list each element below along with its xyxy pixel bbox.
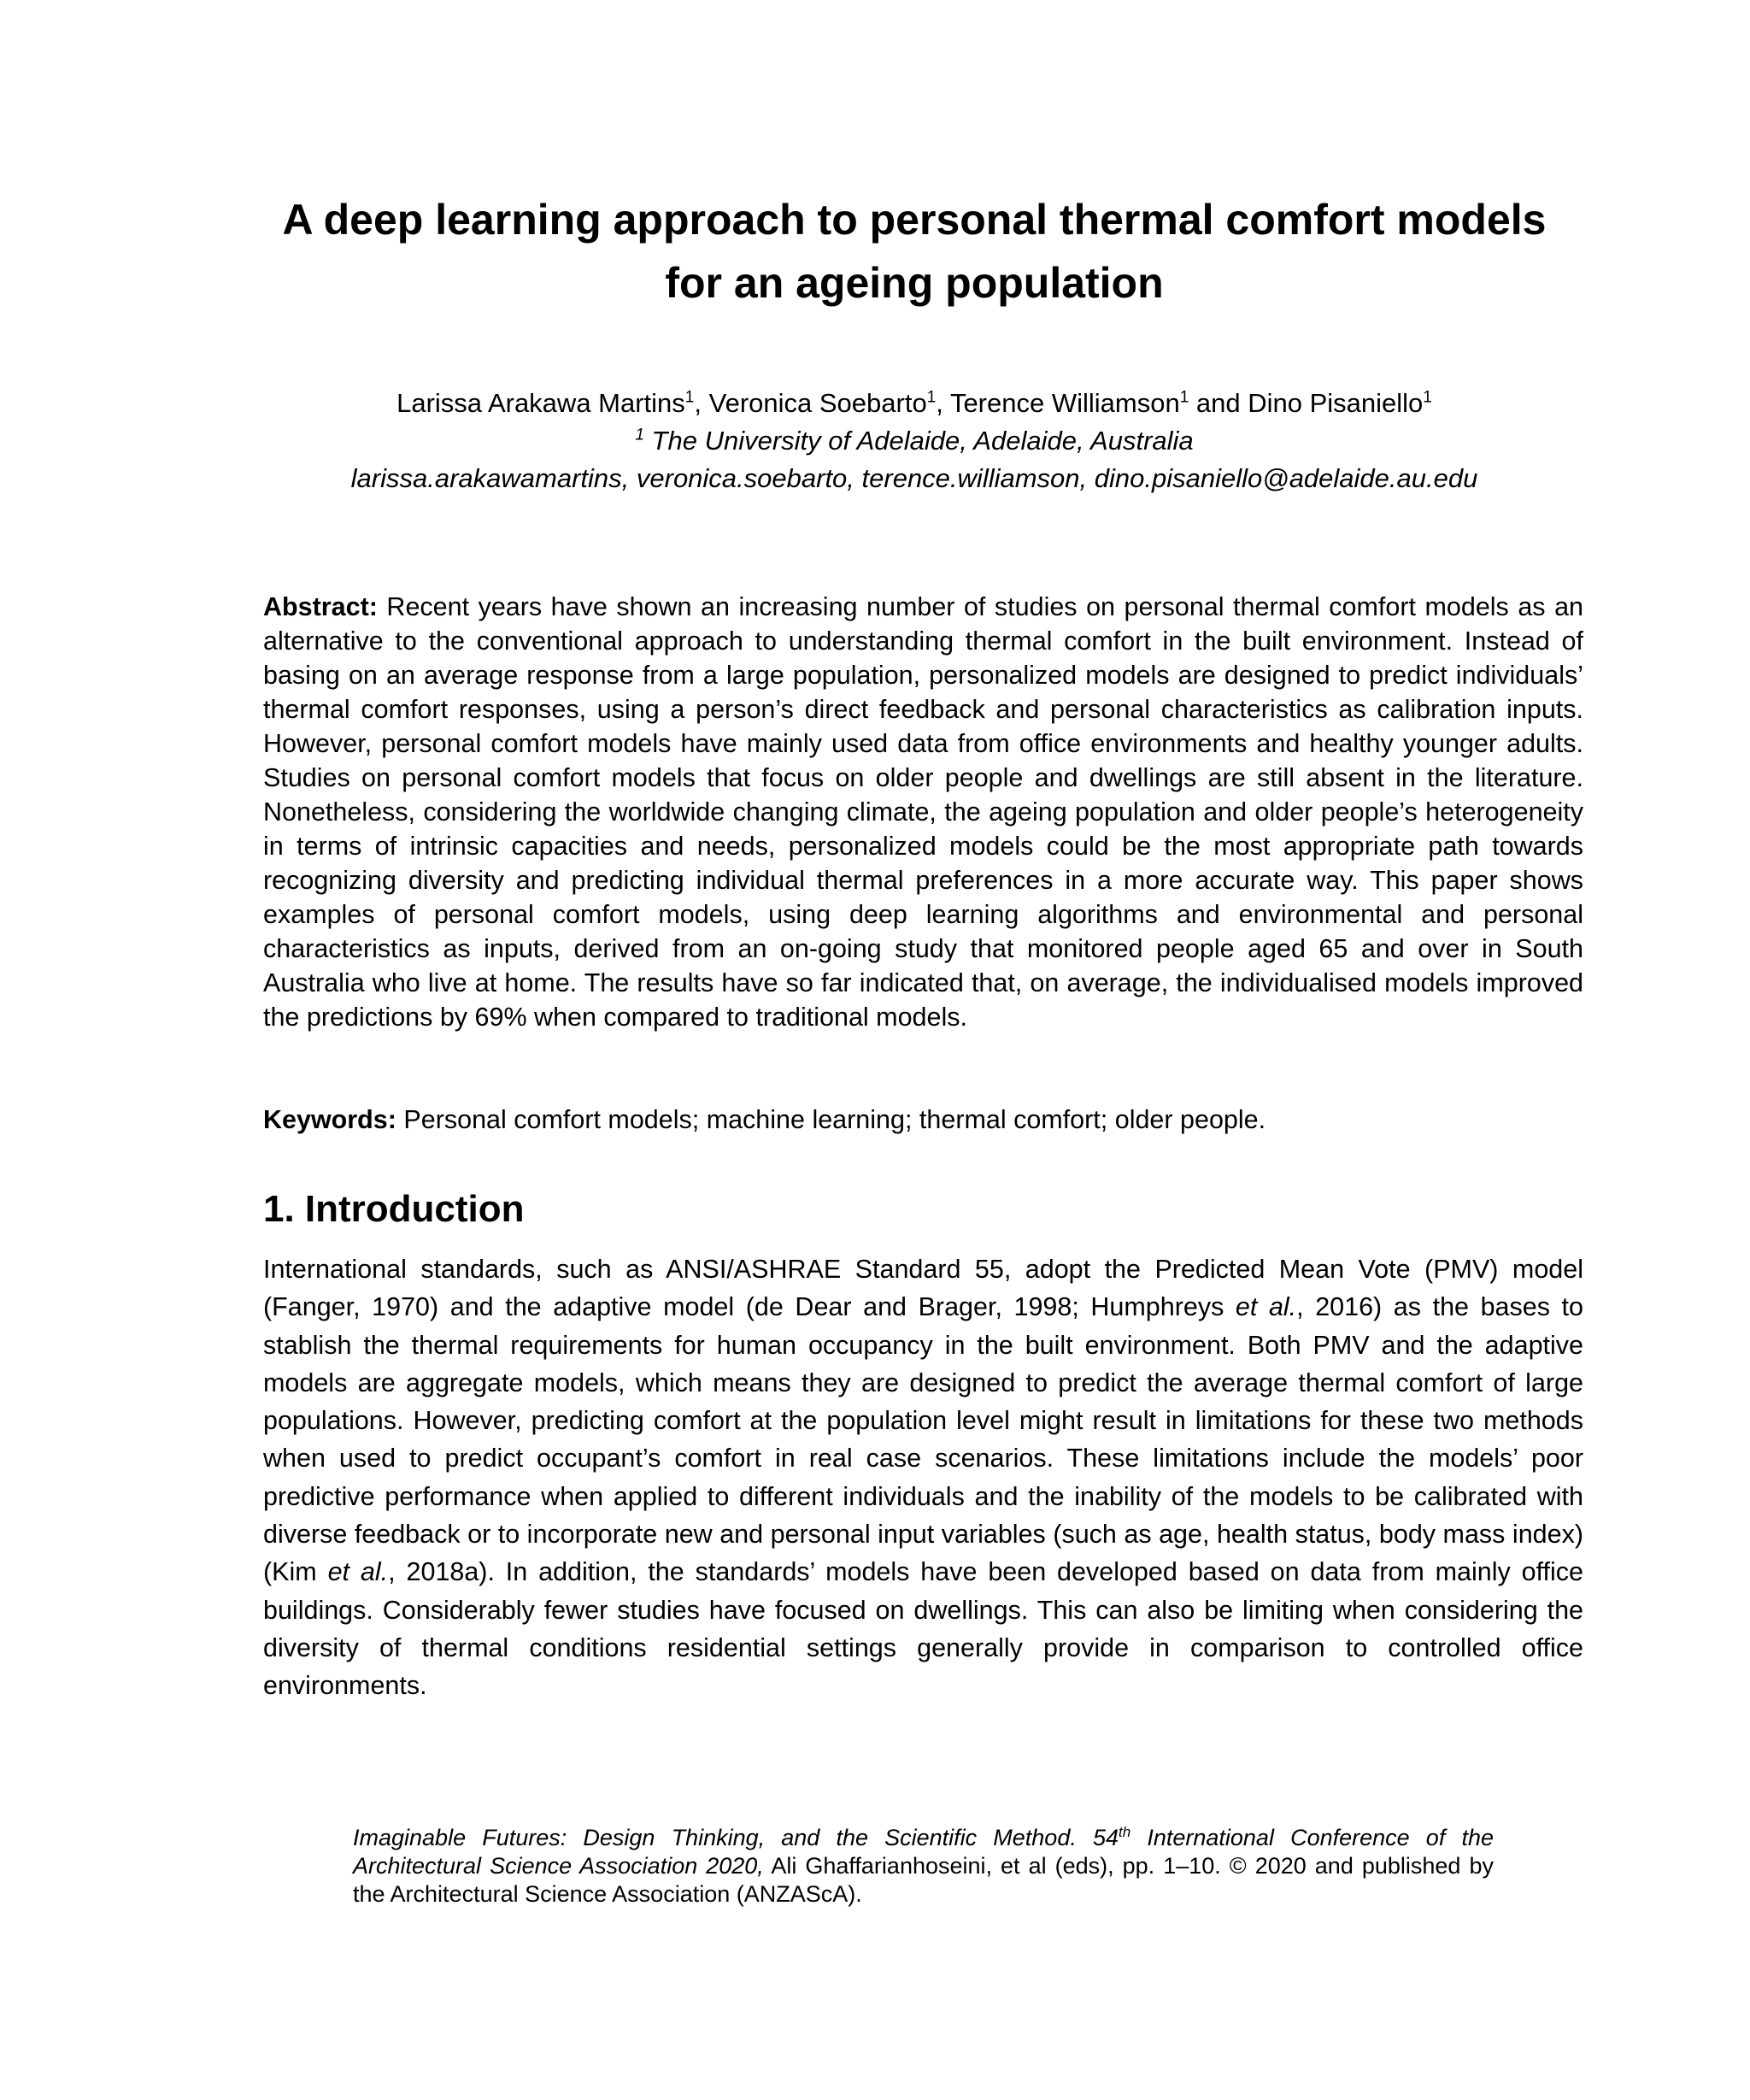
author-superscript: 1 (1423, 388, 1432, 407)
introduction-paragraph (263, 1250, 1583, 1705)
author-name: Larissa Arakawa Martins (396, 388, 685, 418)
author-separator: , (936, 388, 950, 418)
author-names (222, 385, 1606, 422)
abstract-text: Recent years have shown an increasing number of studies on personal thermal comfort models as an alternative to the conventional approach to understanding thermal comfort in the built environment. Instead of basing on an average response from a large population, personalized models are designed to predict individuals’ thermal comfort responses, using a person’s direct feedback and personal characteristics as calibration inputs. However, personal comfort models have mainly used data from office environments and healthy younger adults. Studies on personal comfort models that focus on older people and dwellings are still absent in the literature. Nonetheless, considering the worldwide changing climate, the ageing population and older people’s heterogeneity in terms of intrinsic capacities and needs, personalized models could be the most appropriate path towards recognizing diversity and predicting individual thermal preferences in a more accurate way. This paper shows examples of personal comfort models, using deep learning algorithms and environmental and personal characteristics as inputs, derived from an on-going study that monitored people aged 65 and over in South Australia who live at home. The results have so far indicated that, on average, the individualised models improved the predictions by 69% when compared to traditional models. (263, 592, 1583, 1032)
keywords (263, 1103, 1583, 1137)
affiliation (222, 422, 1606, 460)
intro-text-1: International standards, such as ANSI/ASHRAE Standard 55, adopt the Predicted Mean Vote (PMV) model (Fanger, 1970) and the adaptive model (de Dear and Brager, 1998; Humphreys (263, 1255, 1583, 1322)
affiliation-text: The University of Adelaide, Adelaide, Australia (643, 426, 1194, 456)
abstract-label: Abstract: (263, 592, 378, 621)
section-heading-introduction: 1. Introduction (263, 1188, 525, 1230)
footer-italic-2: International Conference of the Architectural Science Association 2020, (353, 1825, 1494, 1879)
keywords-text: Personal comfort models; machine learning; thermal comfort; older people. (396, 1105, 1266, 1134)
title-line-2: for an ageing population (665, 259, 1164, 307)
author-superscript: 1 (1179, 388, 1189, 407)
title-line-1: A deep learning approach to personal thermal comfort models (282, 196, 1547, 244)
author-superscript: 1 (926, 388, 937, 407)
footer-plain: Ali Ghaffarianhoseini, et al (eds), pp. 1–10. © 2020 and published by the Architectural Science Association (ANZAScA). (353, 1853, 1494, 1907)
author-superscript: 1 (684, 388, 695, 407)
conference-footer (353, 1824, 1494, 1909)
intro-text-3: , 2018a). In addition, the standards’ models have been developed based on data from mainly office buildings. Considerably fewer studies have focused on dwellings. This can also be limiting when considering the diversity of thermal conditions residential settings generally provide in comparison to controlled office environments. (263, 1557, 1583, 1701)
footer-italic-1: Imaginable Futures: Design Thinking, and the Scientific Method. 54 (353, 1825, 1119, 1850)
abstract (263, 590, 1583, 1034)
author-name: Dino Pisaniello (1248, 388, 1424, 418)
author-separator: and (1189, 388, 1248, 418)
author-name: Terence Williamson (949, 388, 1180, 418)
author-block (222, 385, 1606, 497)
footer-superscript: th (1119, 1824, 1131, 1840)
affiliation-superscript: 1 (635, 426, 644, 444)
paper-title (222, 188, 1606, 315)
intro-etal-1: et al. (1235, 1292, 1297, 1322)
intro-text-2: , 2016) as the bases to stablish the thermal requirements for human occupancy in the built environment. Both PMV and the adaptive models are aggregate models, which means they are designed to predict the average thermal comfort of large populations. However, predicting comfort at the population level might result in limitations for these two methods when used to predict occupant’s comfort in real case scenarios. These limitations include the models’ poor predictive performance when applied to different individuals and the inability of the models to be calibrated with diverse feedback or to incorporate new and personal input variables (such as age, health status, body mass index) (Kim (263, 1292, 1583, 1587)
keywords-label: Keywords: (263, 1105, 396, 1134)
author-separator: , (694, 388, 709, 418)
intro-etal-2: et al. (327, 1557, 389, 1587)
author-name: Veronica Soebarto (708, 388, 927, 418)
author-emails: larissa.arakawamartins, veronica.soebarto, terence.williamson, dino.pisaniello@adelaide.au.edu (350, 463, 1478, 493)
